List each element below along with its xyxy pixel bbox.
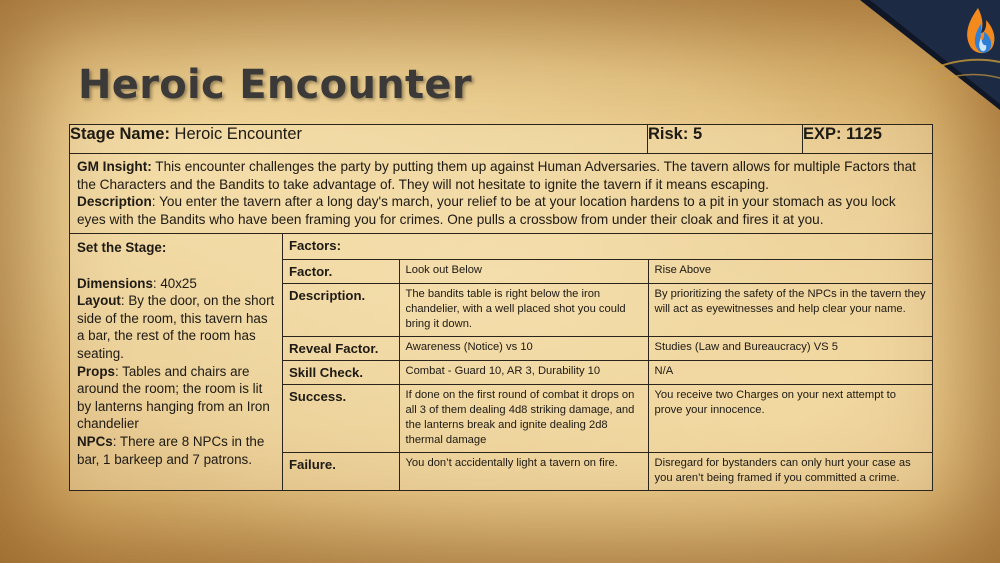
factor-row-label: Success. (283, 385, 399, 453)
description (77, 193, 925, 228)
dimensions-text: : 40x25 (152, 275, 197, 291)
factor-b-cell: N/A (648, 361, 932, 385)
gm-insight-label: GM Insight: (77, 159, 152, 174)
exp-value: 1125 (846, 125, 882, 143)
factor-row (283, 260, 932, 284)
layout-text: : By the door, on the short side of the room, this tavern has a bar, the rest of the room has seating. (77, 293, 275, 361)
factor-b-cell: You receive two Charges on your next attempt to prove your innocence. (648, 385, 932, 453)
insight-cell (70, 154, 933, 234)
stage-name-label: Stage Name: (70, 125, 170, 143)
npcs (77, 433, 275, 468)
insight-row (70, 154, 933, 234)
encounter-table (69, 124, 933, 491)
factors-title: Factors: (289, 238, 342, 253)
factor-b-cell: By prioritizing the safety of the NPCs in the tavern they will act as eyewitnesses and help clear your name. (648, 284, 932, 337)
set-the-stage-title: Set the Stage: (77, 240, 167, 255)
factor-row-label: Reveal Factor. (283, 337, 399, 361)
risk-label: Risk: (648, 125, 689, 143)
factor-b-cell: Studies (Law and Bureaucracy) VS 5 (648, 337, 932, 361)
factor-row-label: Failure. (283, 453, 399, 491)
factor-row (283, 284, 932, 337)
header-row (70, 125, 933, 154)
body-row (70, 234, 933, 491)
risk-cell (648, 125, 803, 154)
description-text: : You enter the tavern after a long day's march, your relief to be at your location hardens to a pit in your stomach as you lock eyes with the Bandits who have been framing you for crimes. One pulls a crossbow from under their cloak and fires it at you. (77, 194, 896, 227)
factor-row (283, 453, 932, 491)
gm-insight-text: This encounter challenges the party by putting them up against Human Adversaries. The tavern allows for multiple Factors that the Characters and the Bandits to take advantage of. They will not hesitate to ignite the tavern if it means escaping. (77, 159, 916, 192)
props-label: Props (77, 363, 115, 379)
factor-row-label: Factor. (283, 260, 399, 284)
npcs-label: NPCs (77, 433, 113, 449)
factor-row (283, 337, 932, 361)
dimensions (77, 275, 275, 293)
layout-label: Layout (77, 293, 121, 309)
slide-title: Heroic Encounter (78, 62, 472, 108)
props (77, 363, 275, 433)
factor-a-cell: The bandits table is right below the iron chandelier, with a well placed shot you could bring it down. (399, 284, 648, 337)
set-the-stage-cell (70, 234, 283, 491)
factor-a-cell: Awareness (Notice) vs 10 (399, 337, 648, 361)
corner-decoration (860, 0, 1000, 110)
description-label: Description (77, 194, 152, 209)
exp-label: EXP: (803, 125, 842, 143)
factor-row-label: Description. (283, 284, 399, 337)
factor-b-cell: Rise Above (648, 260, 932, 284)
risk-value: 5 (692, 125, 703, 143)
stage-name-cell (70, 125, 648, 154)
layout (77, 292, 275, 362)
factors-title-cell (283, 234, 932, 260)
factor-row-label: Skill Check. (283, 361, 399, 385)
factor-row (283, 385, 932, 453)
factors-title-row (283, 234, 932, 260)
factor-b-cell: Disregard for bystanders can only hurt your case as you aren’t being framed if you committed a crime. (648, 453, 932, 491)
factors-cell (283, 234, 933, 491)
factor-a-cell: If done on the first round of combat it drops on all 3 of them dealing 4d8 striking damage, and the lanterns break and ignite dealing 2d8 thermal damage (399, 385, 648, 453)
factors-table (283, 234, 932, 490)
gm-insight (77, 158, 925, 193)
factor-a-cell: Look out Below (399, 260, 648, 284)
exp-cell (803, 125, 933, 154)
dimensions-label: Dimensions (77, 275, 153, 291)
props-text: : Tables and chairs are around the room; the room is lit by lanterns hanging from an Iron chandelier (77, 363, 270, 432)
factor-row (283, 361, 932, 385)
factor-a-cell: You don’t accidentally light a tavern on fire. (399, 453, 648, 491)
stage-name-value: Heroic Encounter (174, 125, 303, 143)
npcs-text: : There are 8 NPCs in the bar, 1 barkeep and 7 patrons. (77, 433, 265, 467)
factor-a-cell: Combat - Guard 10, AR 3, Durability 10 (399, 361, 648, 385)
